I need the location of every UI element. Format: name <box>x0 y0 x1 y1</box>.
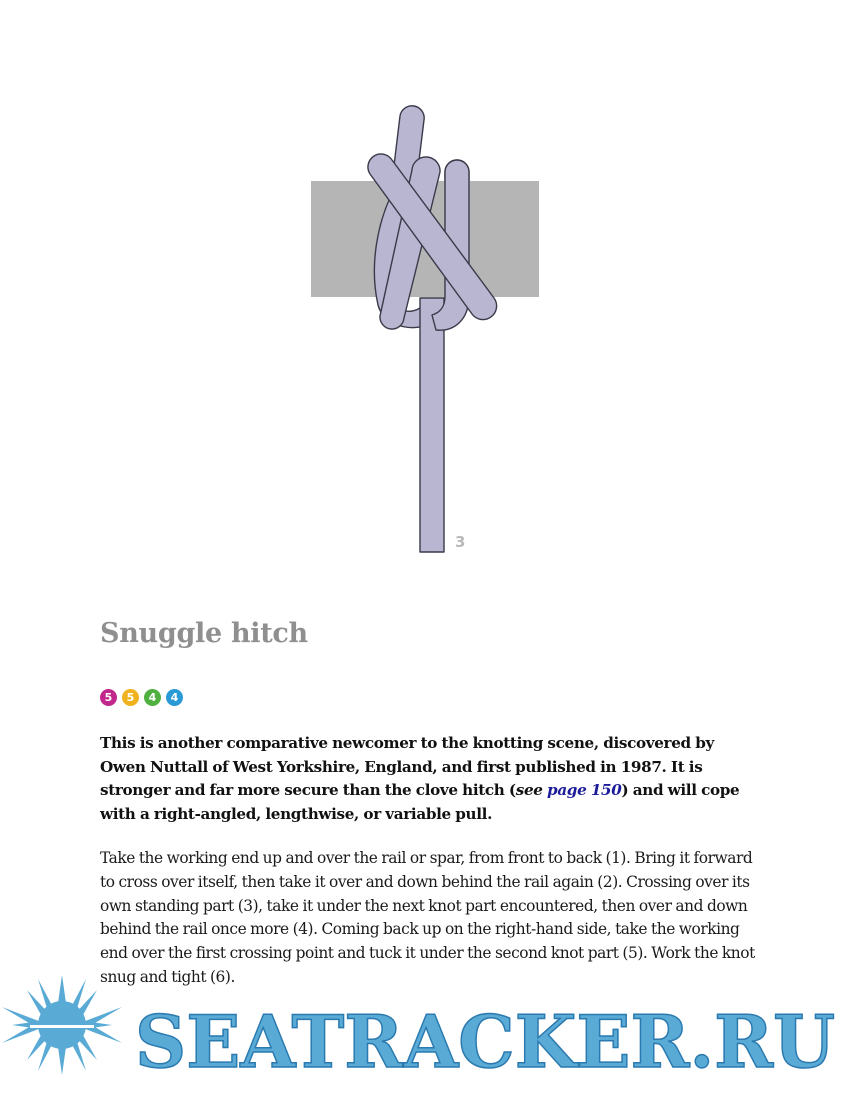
rating-badge: 4 <box>144 689 161 706</box>
watermark <box>0 975 850 1100</box>
watermark-text: SEATRACKER.RU <box>135 999 835 1084</box>
intro-text: This is another comparative newcomer to the knotting scene, discovered by Owen Nuttall of West Yorkshire, England, and first published in 1987. It is stronger and far more secure than the clove hitch ( <box>100 734 714 799</box>
instructions-paragraph: Take the working end up and over the rail or spar, from front to back (1). Bring it forward to cross over itself, then take it over and down behind the rail again (2). Crossing over its own standing part (3), take it under the next knot part encountered, then over and down behind the rail once more (4). Coming back up on the right-hand side, take the working end over the first crossing point and tuck it under the second knot part (5). Work the knot snug and tight (6). <box>100 849 755 986</box>
rating-badges <box>100 689 183 706</box>
page-reference-link[interactable]: page 150 <box>547 781 622 799</box>
intro-text-end: ) and will cope with a right-angled, lengthwise, or variable pull. <box>100 781 740 823</box>
intro-see: see <box>515 781 543 799</box>
intro-paragraph <box>100 732 760 826</box>
step-number: 3 <box>455 533 466 551</box>
rating-badge: 5 <box>122 689 139 706</box>
rating-badge: 4 <box>166 689 183 706</box>
section-title: Snuggle hitch <box>100 618 308 649</box>
rating-badge: 5 <box>100 689 117 706</box>
sun-logo <box>2 975 122 1075</box>
rope-standing-part <box>420 298 444 552</box>
